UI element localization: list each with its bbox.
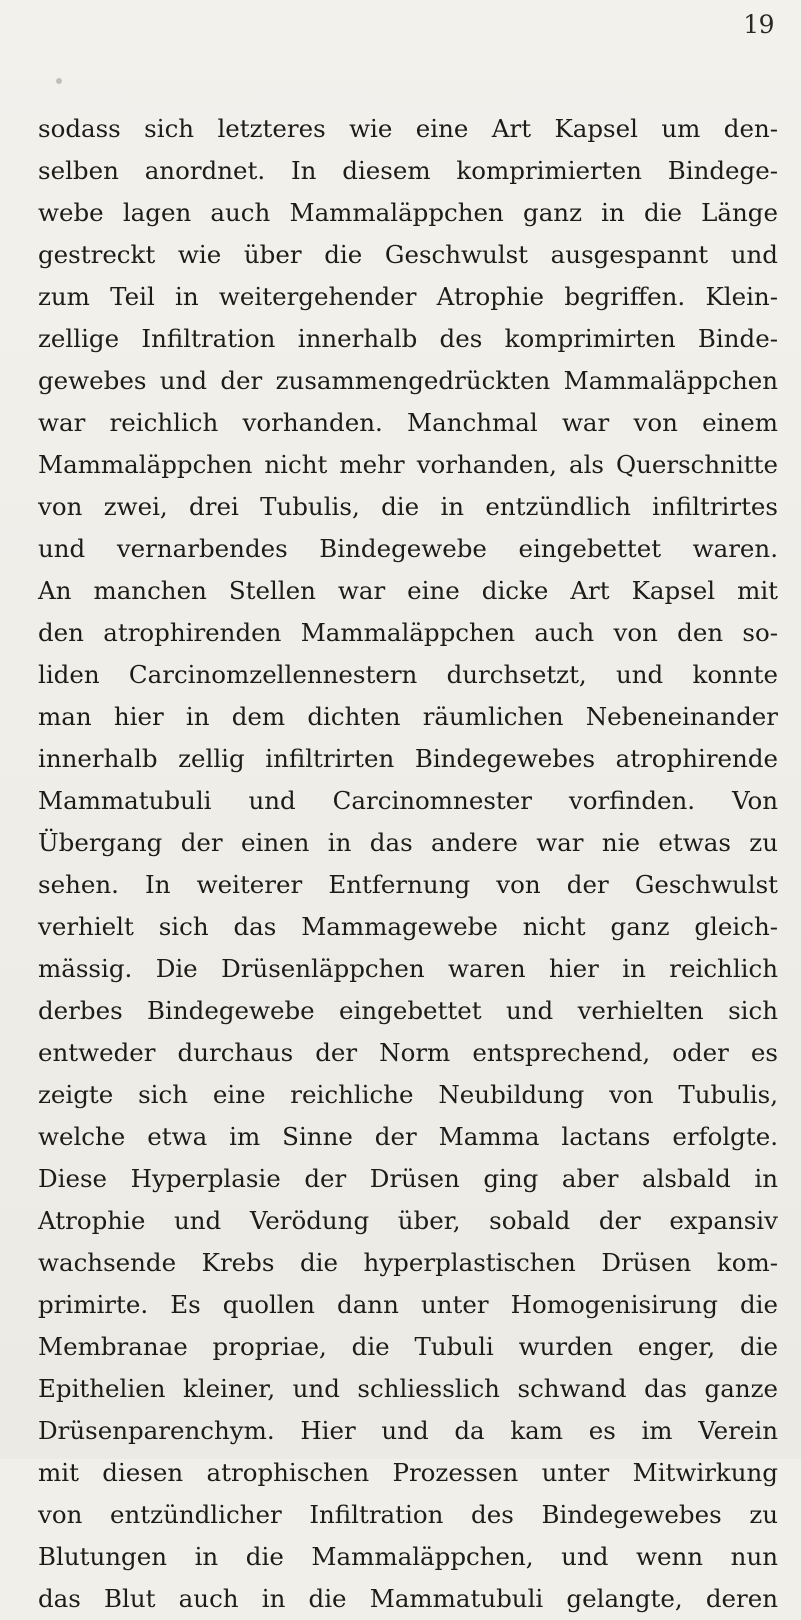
text-line: von zwei, drei Tubulis, die in entzündlich infiltrirtes [38, 492, 778, 521]
text-line: Mammaläppchen nicht mehr vorhanden, als Querschnitte [38, 450, 778, 479]
text-line: An manchen Stellen war eine dicke Art Kapsel mit [38, 576, 778, 605]
text-line: Atrophie und Verödung über, sobald der expansiv [38, 1206, 778, 1235]
text-line: und vernarbendes Bindegewebe eingebettet waren. [38, 534, 778, 563]
text-line: primirte. Es quollen dann unter Homogenisirung die [38, 1290, 778, 1319]
text-line: zellige Infiltration innerhalb des komprimirten Binde- [38, 324, 778, 353]
text-line: Membranae propriae, die Tubuli wurden enger, die [38, 1332, 778, 1361]
text-line: selben anordnet. In diesem komprimierten Bindege- [38, 156, 778, 185]
text-line: entweder durchaus der Norm entsprechend, oder es [38, 1038, 778, 1067]
text-line: webe lagen auch Mammaläppchen ganz in die Länge [38, 198, 778, 227]
text-line: das Blut auch in die Mammatubuli gelangte, deren [38, 1584, 778, 1613]
text-line: Mammatubuli und Carcinomnester vorfinden. Von [38, 786, 778, 815]
text-line: innerhalb zellig infiltrirten Bindegewebes atrophirende [38, 744, 778, 773]
text-line: liden Carcinomzellennestern durchsetzt, und konnte [38, 660, 778, 689]
text-line: Drüsenparenchym. Hier und da kam es im Verein [38, 1416, 778, 1445]
text-line: gestreckt wie über die Geschwulst ausgespannt und [38, 240, 778, 269]
text-line: welche etwa im Sinne der Mamma lactans erfolgte. [38, 1122, 778, 1151]
text-line: mit diesen atrophischen Prozessen unter Mitwirkung [38, 1458, 778, 1487]
text-line: von entzündlicher Infiltration des Bindegewebes zu [38, 1500, 778, 1529]
text-line: gewebes und der zusammengedrückten Mammaläppchen [38, 366, 778, 395]
paper-spot [56, 78, 62, 84]
text-line: sehen. In weiterer Entfernung von der Geschwulst [38, 870, 778, 899]
text-line: sodass sich letzteres wie eine Art Kapsel um den- [38, 114, 778, 143]
text-line: war reichlich vorhanden. Manchmal war von einem [38, 408, 778, 437]
page-number: 19 [743, 10, 774, 39]
text-line: zum Teil in weitergehender Atrophie begriffen. Klein- [38, 282, 778, 311]
text-line: man hier in dem dichten räumlichen Nebeneinander [38, 702, 778, 731]
text-line: Übergang der einen in das andere war nie etwas zu [38, 828, 778, 857]
text-line: verhielt sich das Mammagewebe nicht ganz gleich- [38, 912, 778, 941]
body-text [38, 108, 778, 1620]
text-line: den atrophirenden Mammaläppchen auch von den so- [38, 618, 778, 647]
text-line: derbes Bindegewebe eingebettet und verhielten sich [38, 996, 778, 1025]
text-line: Blutungen in die Mammaläppchen, und wenn nun [38, 1542, 778, 1571]
text-line: mässig. Die Drüsenläppchen waren hier in reichlich [38, 954, 778, 983]
text-line: wachsende Krebs die hyperplastischen Drüsen kom- [38, 1248, 778, 1277]
text-line: Epithelien kleiner, und schliesslich schwand das ganze [38, 1374, 778, 1403]
text-line: zeigte sich eine reichliche Neubildung von Tubulis, [38, 1080, 778, 1109]
text-line: Diese Hyperplasie der Drüsen ging aber alsbald in [38, 1164, 778, 1193]
